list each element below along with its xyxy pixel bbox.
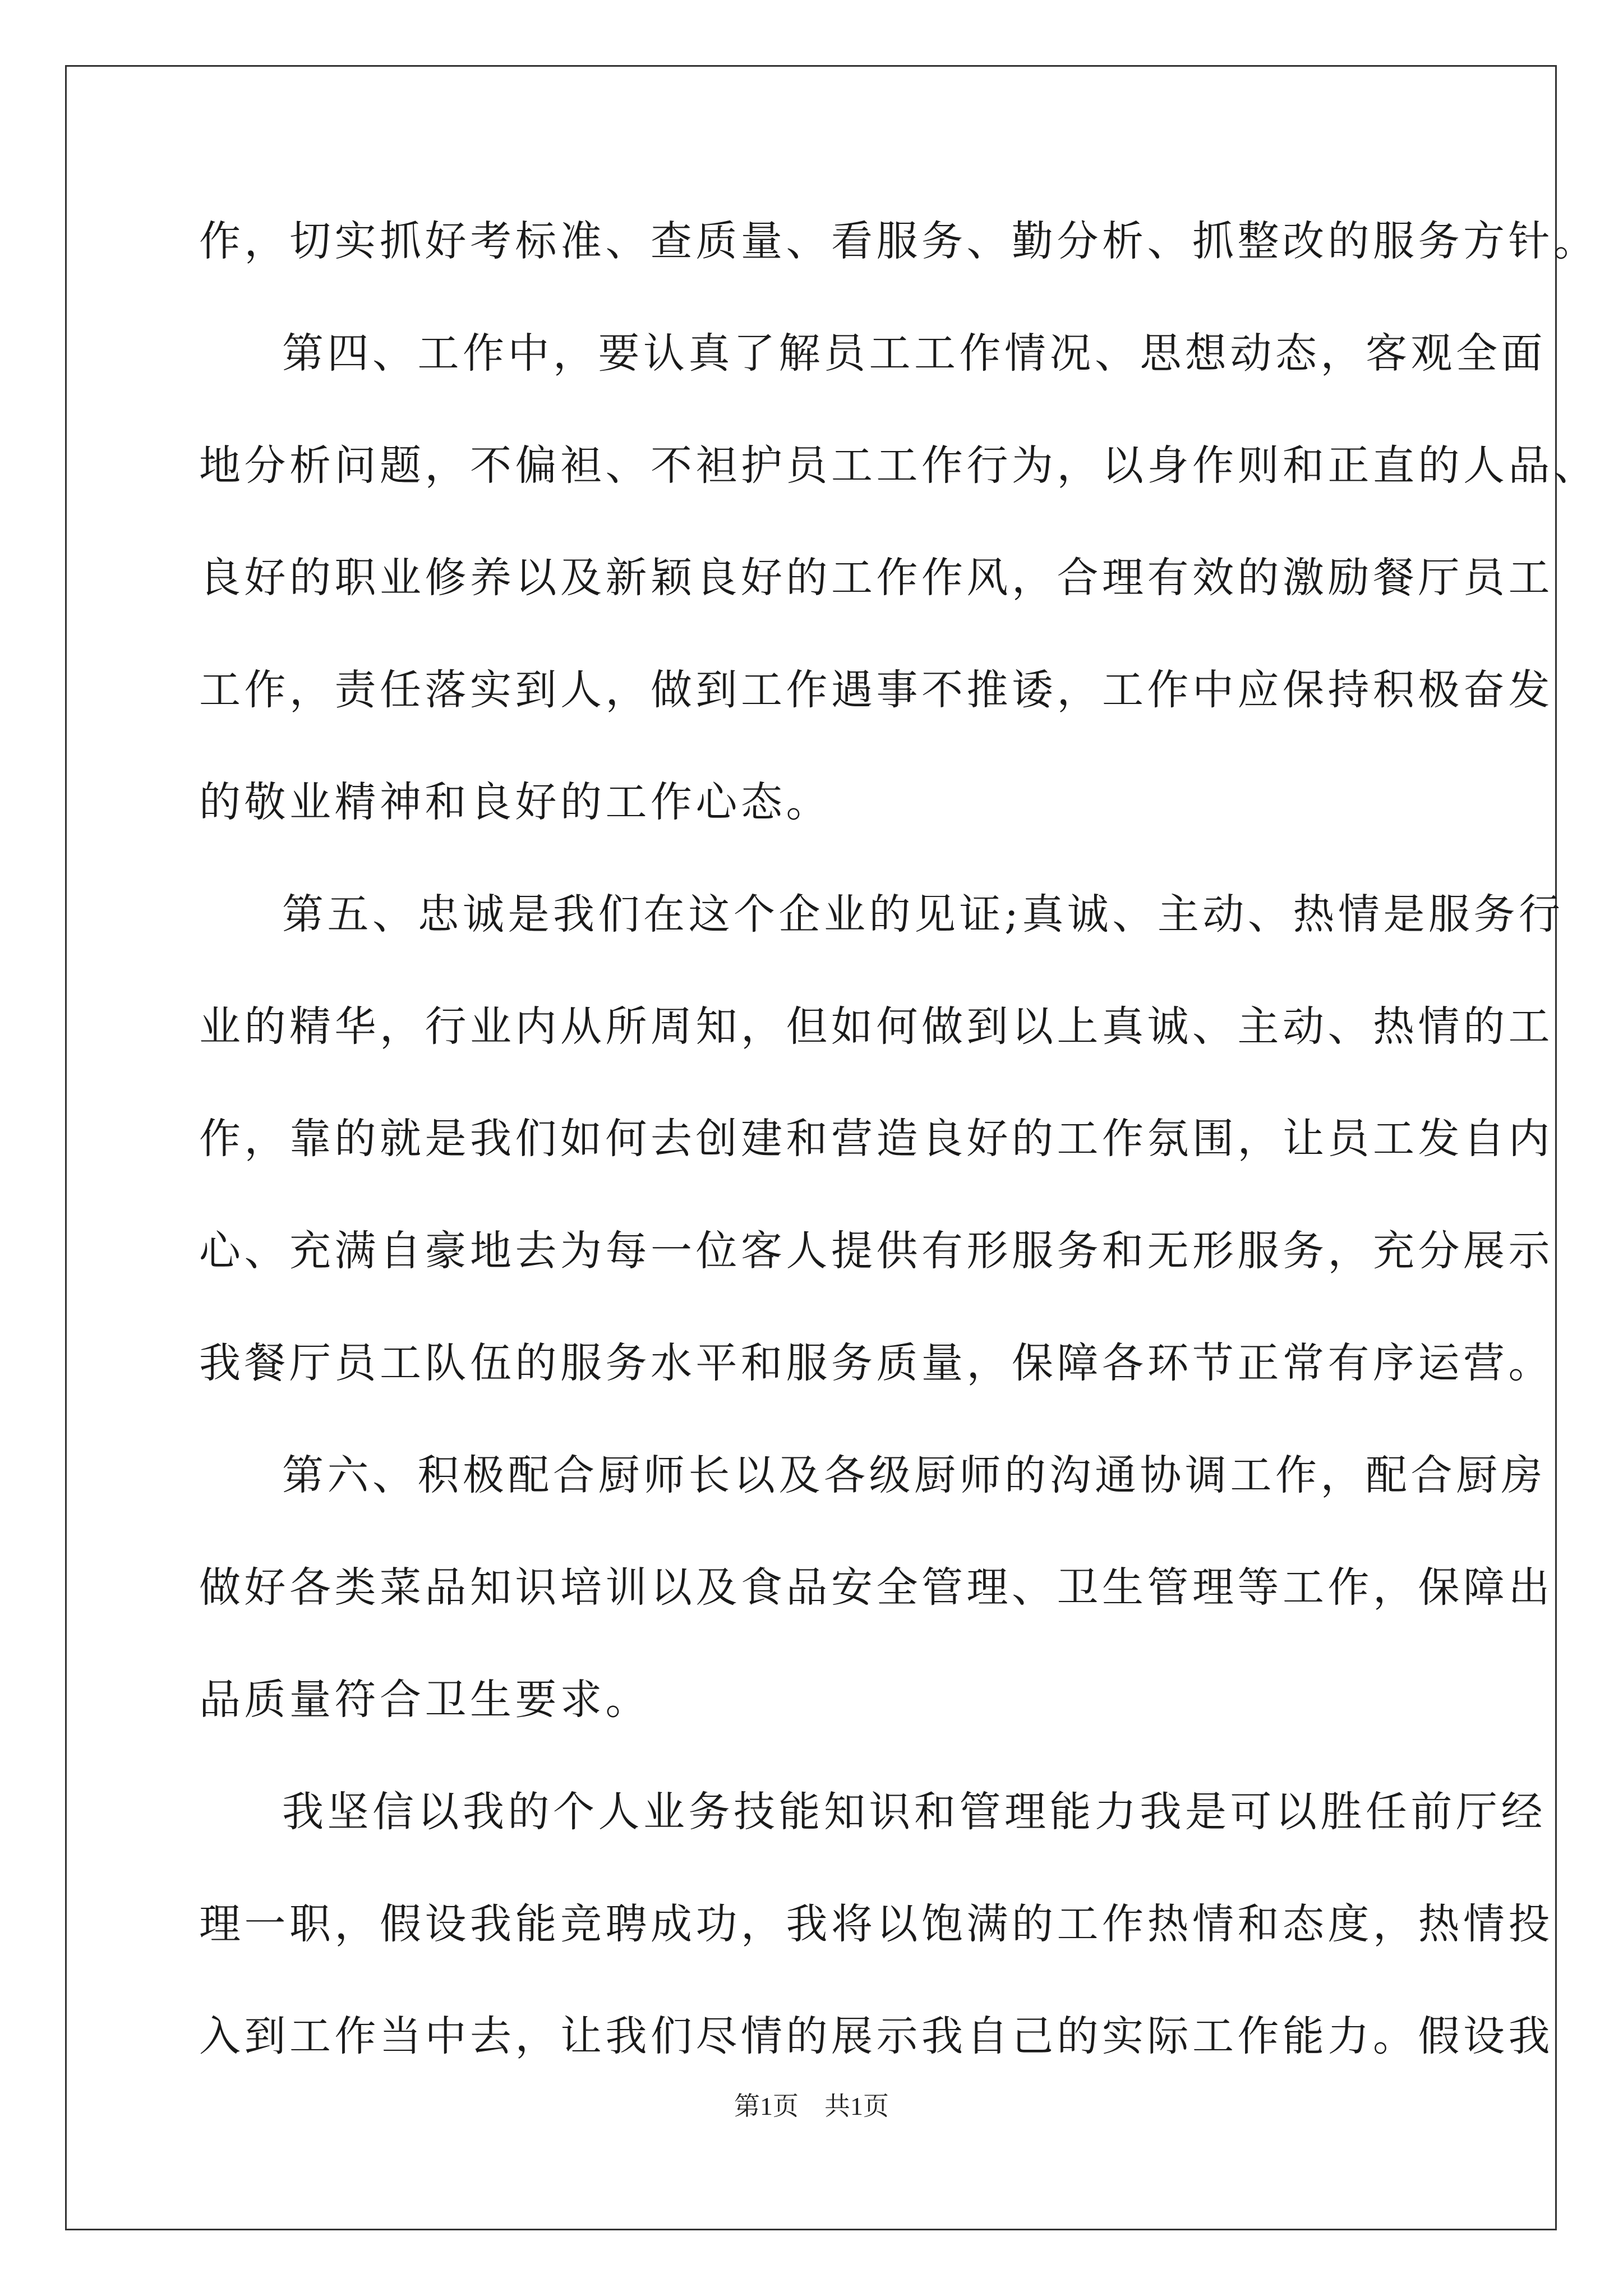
page-footer [0, 2090, 1623, 2123]
text-line: 第五、忠诚是我们在这个企业的见证;真诚、主动、热情是服务行 [282, 890, 1564, 938]
text-line: 理一职，假设我能竞聘成功，我将以饱满的工作热情和态度，热情投 [199, 1900, 1553, 1948]
text-line: 我餐厅员工队伍的服务水平和服务质量，保障各环节正常有序运营。 [199, 1339, 1553, 1387]
page-total: 共1页 [824, 2092, 889, 2120]
text-line: 品质量符合卫生要求。 [199, 1676, 651, 1724]
text-line: 的敬业精神和良好的工作心态。 [199, 778, 831, 826]
text-line: 业的精华，行业内从所周知，但如何做到以上真诚、主动、热情的工 [199, 1002, 1553, 1051]
text-line: 心、充满自豪地去为每一位客人提供有形服务和无形服务，充分展示 [199, 1227, 1553, 1275]
text-line: 地分析问题，不偏袒、不袒护员工工作行为，以身作则和正直的人品、 [199, 441, 1599, 490]
document-body [199, 185, 1599, 2092]
text-line: 作，切实抓好考标准、查质量、看服务、勤分析、抓整改的服务方针。 [199, 217, 1599, 265]
text-line: 工作，责任落实到人，做到工作遇事不推诿，工作中应保持积极奋发 [199, 666, 1553, 714]
text-line: 良好的职业修养以及新颖良好的工作作风，合理有效的激励餐厅员工 [199, 554, 1553, 602]
text-line: 做好各类菜品知识培训以及食品安全管理、卫生管理等工作，保障出 [199, 1563, 1553, 1612]
text-line: 第四、工作中，要认真了解员工工作情况、思想动态，客观全面 [282, 329, 1546, 378]
text-line: 作，靠的就是我们如何去创建和营造良好的工作氛围，让员工发自内 [199, 1115, 1553, 1163]
text-line: 我坚信以我的个人业务技能知识和管理能力我是可以胜任前厅经 [282, 1788, 1546, 1836]
text-line: 入到工作当中去，让我们尽情的展示我自己的实际工作能力。假设我 [199, 2012, 1553, 2060]
text-line: 第六、积极配合厨师长以及各级厨师的沟通协调工作，配合厨房 [282, 1451, 1546, 1499]
page-number: 第1页 [734, 2092, 799, 2120]
